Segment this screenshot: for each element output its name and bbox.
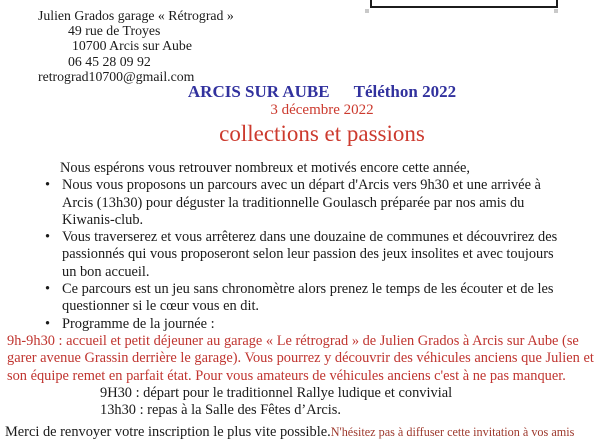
bullet-item: • Vous traverserez et vous arrêterez dans une douzaine de communes et découvrirez des passionnés qui vous proposeront selon leur passion des jeux insolites et avec toujours un bon accueil. <box>38 229 570 281</box>
sender-street: 49 rue de Troyes <box>68 23 161 39</box>
sender-block <box>38 8 234 84</box>
cropped-textbox-fragment <box>370 0 558 8</box>
bullet-item: • Nous vous proposons un parcours avec un départ d'Arcis vers 9h30 et une arrivée à Arcis (13h30) pour déguster la traditionnelle Goulasch préparée par nos amis du Kiwanis-club. <box>38 177 570 229</box>
title-block <box>0 82 600 147</box>
bullet-item: • Ce parcours est un jeu sans chronomètre alors prenez le temps de les écouter et de les questionner si le cœur vous en dit. <box>38 281 570 316</box>
sender-phone: 06 45 28 09 92 <box>68 53 151 69</box>
schedule-item-repas: 13h30 : repas à la Salle des Fêtes d’Arcis. <box>100 402 341 419</box>
sender-email: retrograd10700@gmail.com <box>38 68 195 84</box>
sender-name: Julien Grados garage « Rétrograd » <box>38 8 234 23</box>
footer-invitation: N'hésitez pas à diffuser cette invitation à vos amis <box>330 425 575 440</box>
program-highlight-paragraph: 9h-9h30 : accueil et petit déjeuner au garage « Le rétrograd » de Julien Grados à Arcis sur Aube (se garer avenue Grassin derrière le garage). Vous pourrez y découvrir des véhicules anciens que Julien et son équipe remet en parfait état. Pour vous amateurs de véhicules anciens c'est à ne pas manquer. <box>7 332 594 384</box>
bullet-item: • Programme de la journée : <box>38 316 570 333</box>
event-date: 3 décembre 2022 <box>270 102 374 118</box>
event-title <box>44 82 600 101</box>
schedule-item-depart: 9H30 : départ pour le traditionnel Rallye ludique et convivial <box>100 384 453 401</box>
event-subtitle: collections et passions <box>219 121 425 146</box>
sender-city: 10700 Arcis sur Aube <box>72 38 192 54</box>
footer-line <box>5 424 596 441</box>
event-name: Téléthon 2022 <box>353 82 457 101</box>
event-place: ARCIS SUR AUBE <box>187 82 330 101</box>
letter-body <box>0 160 600 442</box>
textbox-handle-icon <box>554 9 558 13</box>
textbox-handle-icon <box>365 9 369 13</box>
bullet-list <box>38 177 570 333</box>
footer-reminder: Merci de renvoyer votre inscription le plus vite possible. <box>5 424 331 441</box>
intro-paragraph: Nous espérons vous retrouver nombreux et motivés encore cette année, <box>60 160 470 176</box>
